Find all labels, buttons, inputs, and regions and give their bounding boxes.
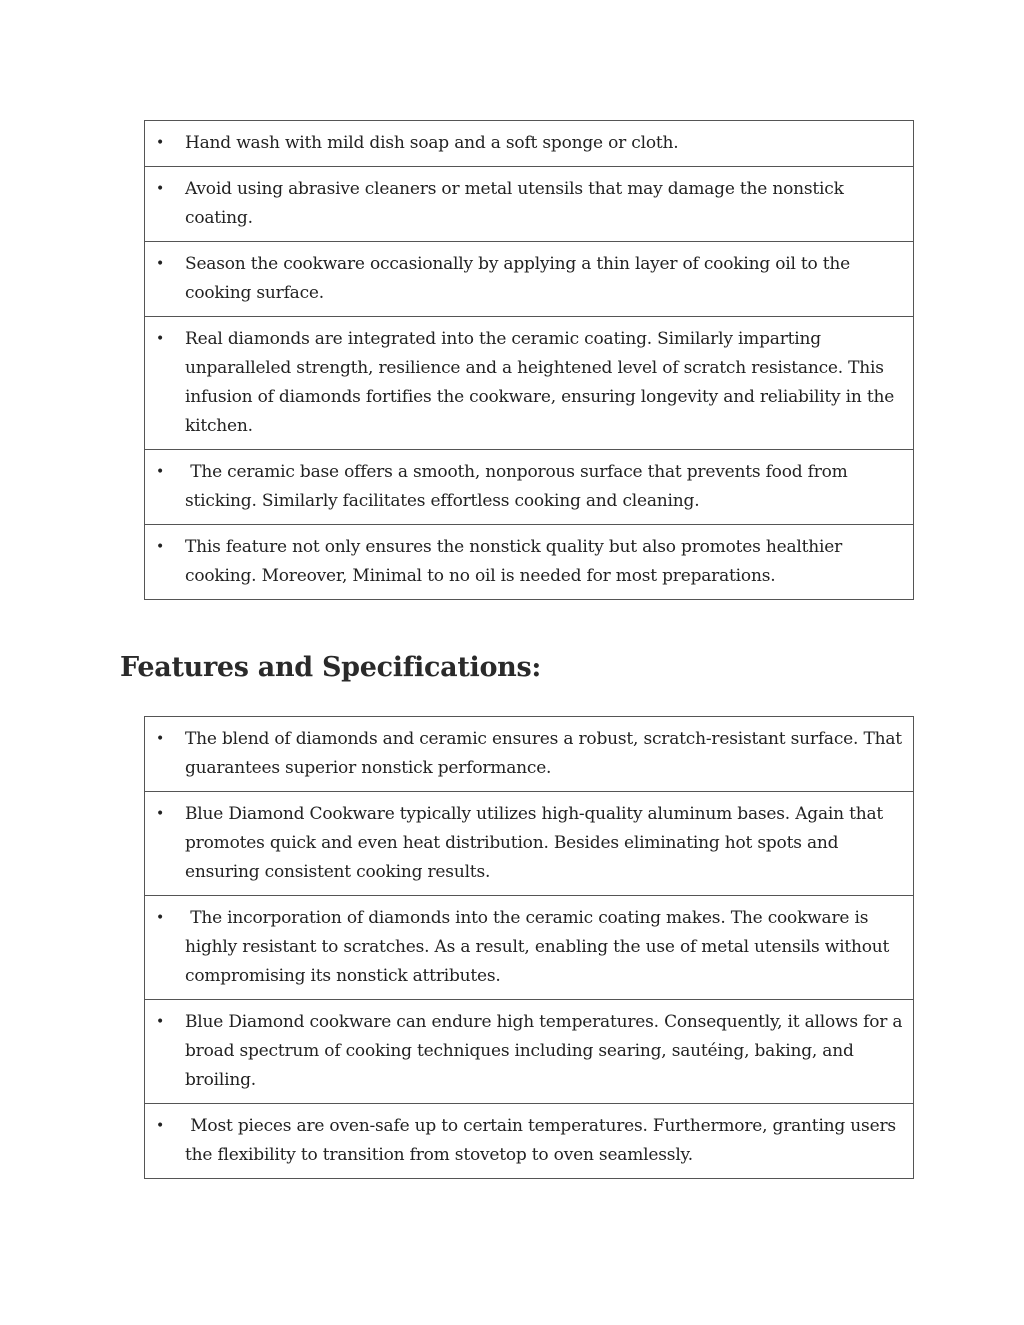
list-item-text: The ceramic base offers a smooth, nonporous surface that prevents food from sticking. Similarly facilitates effortless cooking and cleaning. bbox=[185, 462, 853, 511]
care-list-table bbox=[144, 120, 914, 600]
list-item-text: Blue Diamond cookware can endure high temperatures. Consequently, it allows for a broad spectrum of cooking techniques including searing, sautéing, baking, and broiling. bbox=[185, 1012, 903, 1090]
bullet-icon: • bbox=[156, 464, 165, 480]
bullet-icon: • bbox=[156, 806, 165, 822]
table-row bbox=[145, 717, 914, 792]
table-row bbox=[145, 450, 914, 525]
list-item-text: This feature not only ensures the nonstick quality but also promotes healthier cooking. Moreover, Minimal to no oil is needed for most preparations. bbox=[185, 537, 843, 586]
bullet-icon: • bbox=[156, 135, 165, 151]
table-row bbox=[145, 525, 914, 600]
list-item-text: Blue Diamond Cookware typically utilizes high-quality aluminum bases. Again that promotes quick and even heat distribution. Besides eliminating hot spots and ensuring consistent cooking results. bbox=[185, 804, 884, 882]
table-row bbox=[145, 167, 914, 242]
table-row bbox=[145, 317, 914, 450]
list-item bbox=[145, 896, 914, 1000]
list-item bbox=[145, 242, 914, 317]
table-row bbox=[145, 1104, 914, 1179]
bullet-icon: • bbox=[156, 181, 165, 197]
list-item-text: Real diamonds are integrated into the ceramic coating. Similarly imparting unparalleled strength, resilience and a heightened level of scratch resistance. This infusion of diamonds fortifies the cookware, ensuring longevity and reliability in the kitchen. bbox=[185, 329, 895, 436]
table-row bbox=[145, 896, 914, 1000]
table-row bbox=[145, 121, 914, 167]
bullet-icon: • bbox=[156, 1014, 165, 1030]
features-list-table bbox=[144, 716, 914, 1179]
list-item-text: Most pieces are oven-safe up to certain temperatures. Furthermore, granting users the flexibility to transition from stovetop to oven seamlessly. bbox=[185, 1116, 902, 1165]
list-item bbox=[145, 525, 914, 600]
list-item-text: Season the cookware occasionally by applying a thin layer of cooking oil to the cooking surface. bbox=[185, 254, 851, 303]
list-item bbox=[145, 317, 914, 450]
list-item bbox=[145, 1000, 914, 1104]
table-row bbox=[145, 1000, 914, 1104]
list-item bbox=[145, 121, 914, 167]
list-item-text: Avoid using abrasive cleaners or metal utensils that may damage the nonstick coating. bbox=[185, 179, 844, 228]
bullet-icon: • bbox=[156, 256, 165, 272]
list-item bbox=[145, 1104, 914, 1179]
list-item bbox=[145, 717, 914, 792]
bullet-icon: • bbox=[156, 1118, 165, 1134]
bullet-icon: • bbox=[156, 331, 165, 347]
table-row bbox=[145, 242, 914, 317]
bullet-icon: • bbox=[156, 539, 165, 555]
list-item-text: The incorporation of diamonds into the ceramic coating makes. The cookware is highly resistant to scratches. As a result, enabling the use of metal utensils without compromising its nonstick attributes. bbox=[185, 908, 895, 986]
list-item bbox=[145, 167, 914, 242]
bullet-icon: • bbox=[156, 731, 165, 747]
list-item-text: Hand wash with mild dish soap and a soft sponge or cloth. bbox=[185, 133, 679, 153]
section-heading: Features and Specifications: bbox=[120, 652, 542, 683]
list-item bbox=[145, 450, 914, 525]
bullet-icon: • bbox=[156, 910, 165, 926]
list-item bbox=[145, 792, 914, 896]
list-item-text: The blend of diamonds and ceramic ensures a robust, scratch-resistant surface. That guarantees superior nonstick performance. bbox=[185, 729, 902, 778]
table-row bbox=[145, 792, 914, 896]
